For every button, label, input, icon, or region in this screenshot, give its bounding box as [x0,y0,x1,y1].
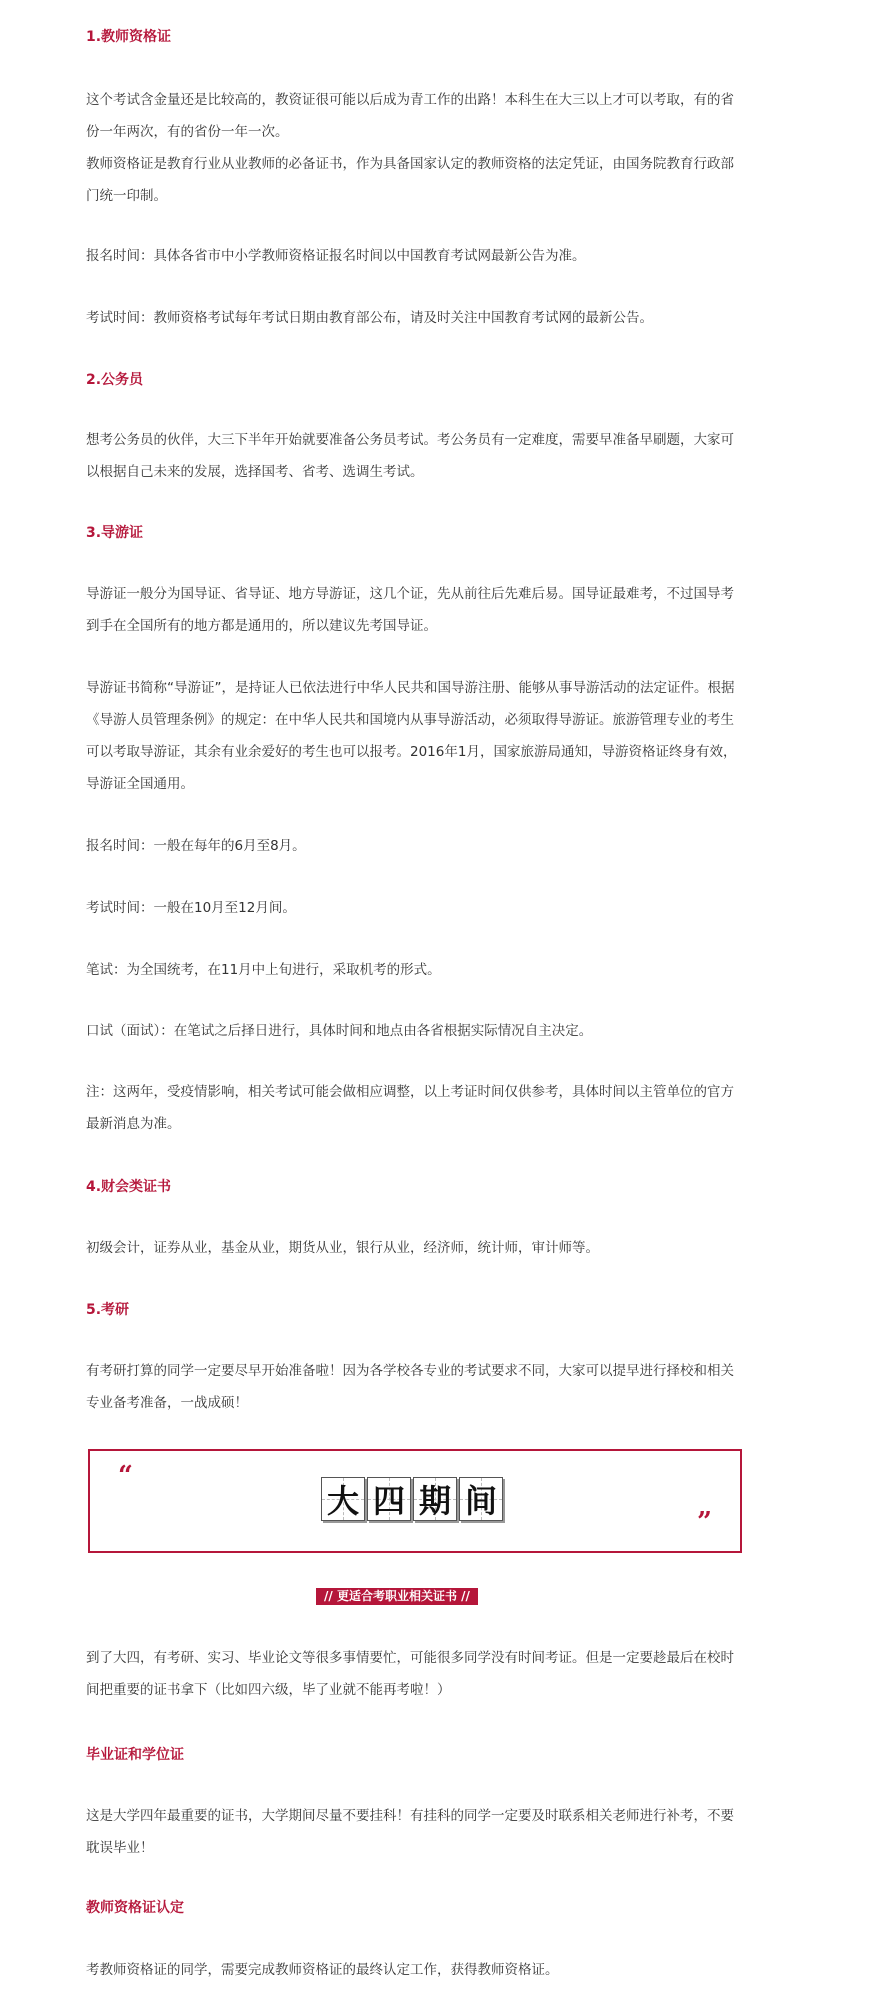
open-quote-icon: “ [118,1461,133,1491]
section-heading-teacher: 1.教师资格证 [86,29,172,45]
senior-year-banner [88,1449,742,1553]
paragraph-guide-written: 笔试：为全国统考，在11月中上旬进行，采取机考的形式。 [86,962,441,978]
paragraph-civil: 想考公务员的伙伴，大三下半年开始就要准备公务员考试。考公务员有一定难度，需要早准备早刷题，大家可以根据自己未来的发展，选择国考、省考、选调生考试。 [86,432,734,480]
paragraph-senior: 到了大四，有考研、实习、毕业论文等很多事情要忙，可能很多同学没有时间考证。但是一定要趁最后在校时间把重要的证书拿下（比如四六级，毕了业就不能再考啦！） [86,1650,734,1698]
paragraph-teacher-cert: 考教师资格证的同学，需要完成教师资格证的最终认定工作，获得教师资格证。 [86,1962,559,1978]
banner-title-tiles [321,1477,503,1521]
title-char: 间 [464,1482,497,1520]
section-heading-teacher-cert: 教师资格证认定 [86,1900,184,1916]
title-char: 大 [326,1482,359,1520]
paragraph-teacher-exam: 考试时间：教师资格考试每年考试日期由教育部公布，请及时关注中国教育考试网的最新公告。 [86,310,653,326]
title-tile [321,1477,365,1521]
section-heading-civil: 2.公务员 [86,372,144,388]
title-tile [367,1477,411,1521]
section-heading-diploma: 毕业证和学位证 [86,1747,184,1763]
paragraph-guide-exam: 考试时间：一般在10月至12月间。 [86,900,296,916]
paragraph-guide-note: 注：这两年，受疫情影响，相关考试可能会做相应调整，以上考证时间仅供参考，具体时间以主管单位的官方最新消息为准。 [86,1084,734,1132]
title-char: 四 [372,1482,405,1520]
paragraph-postgrad: 有考研打算的同学一定要尽早开始准备啦！因为各学校各专业的考试要求不同，大家可以提早进行择校和相关专业备考准备，一战成硕！ [86,1363,734,1411]
paragraph-teacher-intro: 这个考试含金量还是比较高的，教资证很可能以后成为青工作的出路！本科生在大三以上才可以考取，有的省份一年两次，有的省份一年一次。 [86,92,734,140]
title-char: 期 [418,1482,451,1520]
section-heading-postgrad: 5.考研 [86,1302,130,1318]
title-tile [413,1477,457,1521]
paragraph-finance: 初级会计，证券从业，基金从业，期货从业，银行从业，经济师，统计师，审计师等。 [86,1240,599,1256]
paragraph-guide-definition: 导游证书简称“导游证”，是持证人已依法进行中华人民共和国导游注册、能够从事导游活动的法定证件。根据《导游人员管理条例》的规定：在中华人民共和国境内从事导游活动，必须取得导游证。旅游管理专业的考生可以考取导游证，其余有业余爱好的考生也可以报考。2016年1月，国家旅游局通知，导游资格证终身有效，导游证全国通用。 [86,680,737,792]
paragraph-guide-signup: 报名时间：一般在每年的6月至8月。 [86,838,306,854]
paragraph-diploma: 这是大学四年最重要的证书，大学期间尽量不要挂科！有挂科的同学一定要及时联系相关老师进行补考，不要耽误毕业！ [86,1808,734,1856]
title-tile [459,1477,503,1521]
paragraph-teacher-signup: 报名时间：具体各省市中小学教师资格证报名时间以中国教育考试网最新公告为准。 [86,248,586,264]
close-quote-icon: ” [697,1507,712,1537]
section-heading-finance: 4.财会类证书 [86,1179,172,1195]
section-heading-guide: 3.导游证 [86,525,144,541]
paragraph-guide-types: 导游证一般分为国导证、省导证、地方导游证，这几个证，先从前往后先难后易。国导证最难考，不过国导考到手在全国所有的地方都是通用的，所以建议先考国导证。 [86,586,734,634]
paragraph-teacher-definition: 教师资格证是教育行业从业教师的必备证书，作为具备国家认定的教师资格的法定凭证，由国务院教育行政部门统一印制。 [86,156,734,204]
paragraph-guide-oral: 口试（面试）：在笔试之后择日进行，具体时间和地点由各省根据实际情况自主决定。 [86,1023,593,1039]
subtitle-tag: // 更适合考职业相关证书 // [316,1588,478,1605]
